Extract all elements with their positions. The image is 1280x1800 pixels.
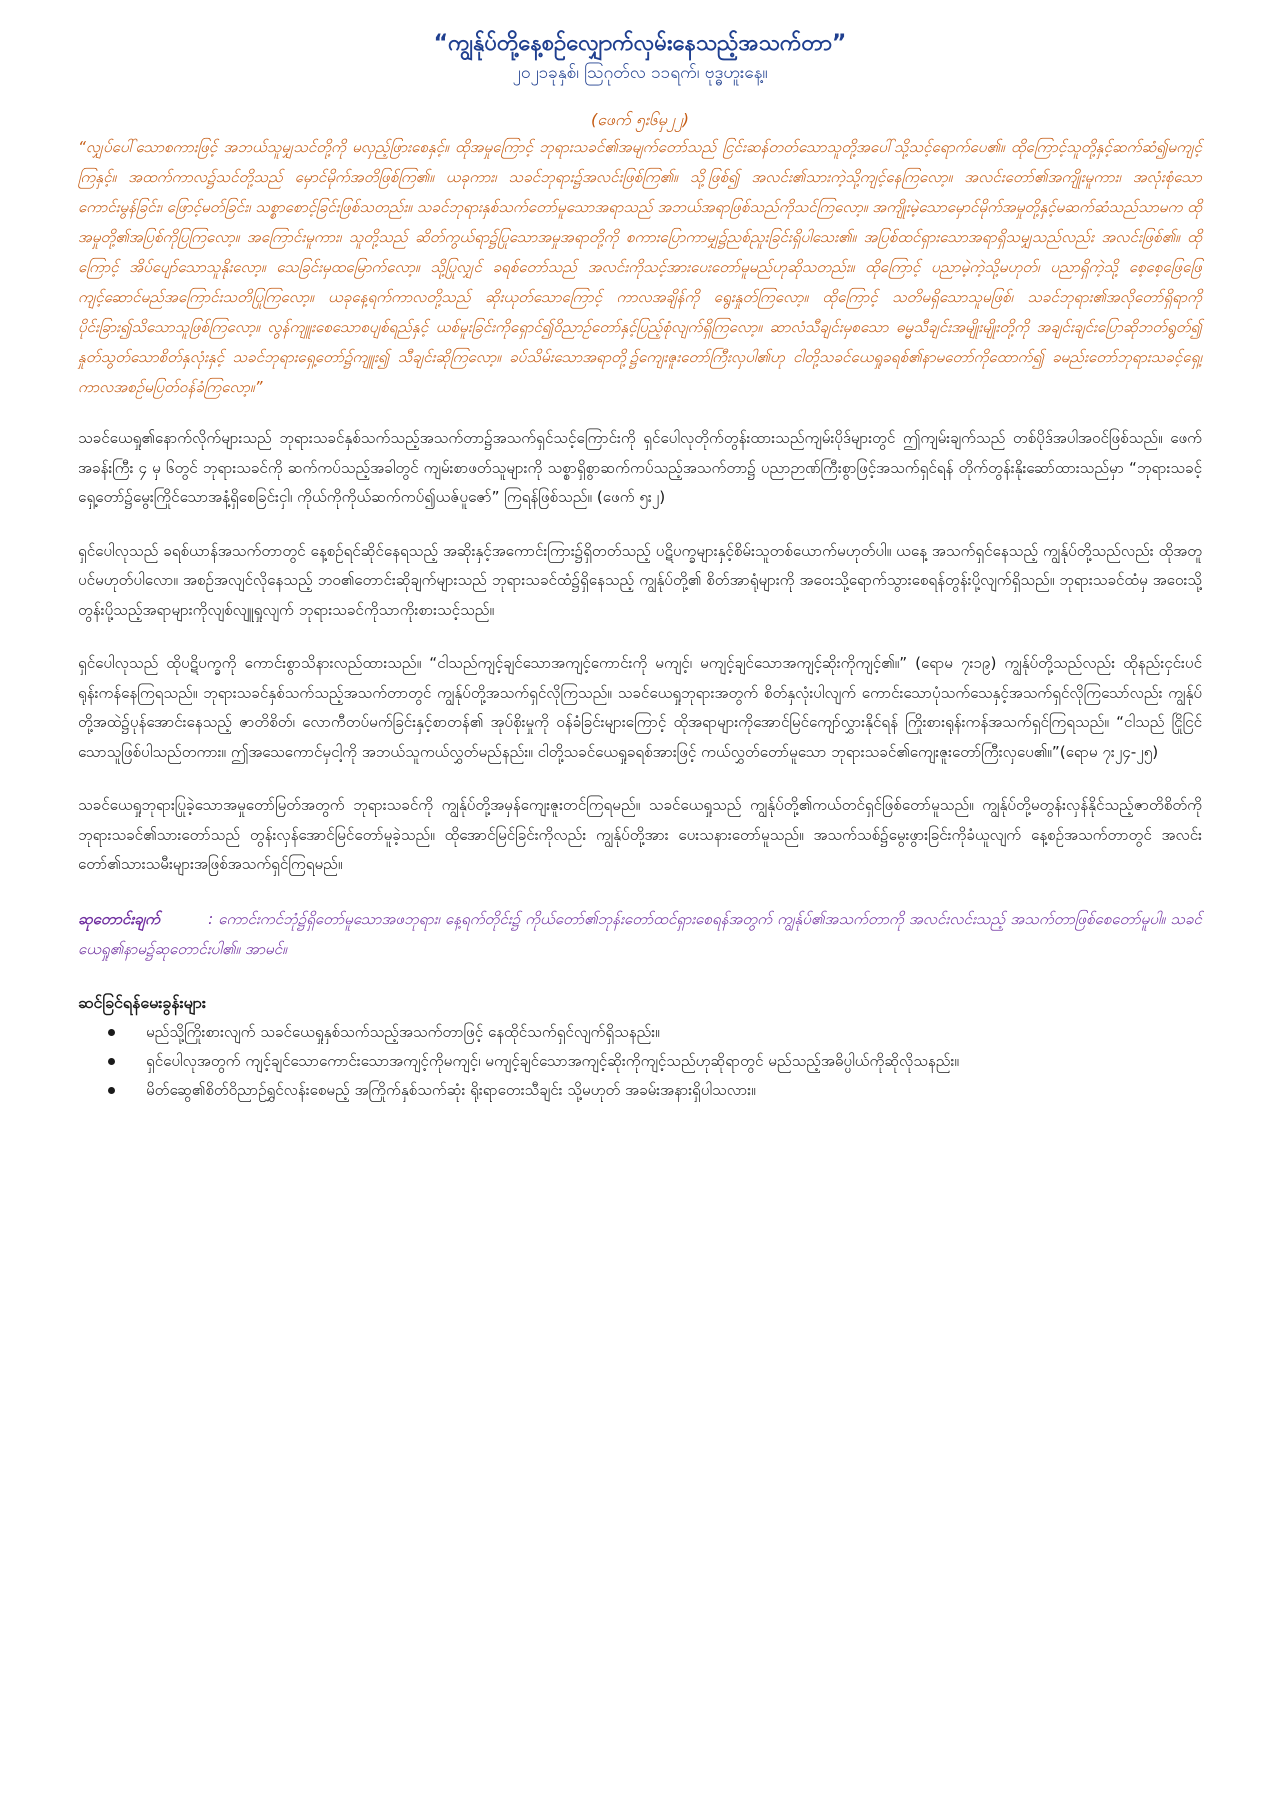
bullet-icon <box>108 1087 115 1094</box>
verse-reference: (ဖေက် ၅း၆မှ၂၂) <box>591 110 689 129</box>
list-item <box>108 1076 1202 1105</box>
prayer-label: ဆုတောင်းချက် <box>78 909 161 928</box>
question-text: မည်သို့ကြိုးစားလျက် သခင်ယေရှုနှစ်သက်သည့်အသက်တာဖြင့် နေထိုင်သက်ရှင်လျက်ရှိသနည်း။ <box>146 1022 660 1041</box>
bullet-icon <box>108 1058 115 1065</box>
question-text: မိတ်ဆွေ၏စိတ်ဝိညာဉ်ရွှင်လန်းစေမည့် အကြိုက်နှစ်သက်ဆုံး ရိုးရာတေးသီချင်း သို့မဟုတ် အခမ်းအနားရှိပါသလား။ <box>146 1080 756 1099</box>
question-text: ရှင်ပေါလုအတွက် ကျင့်ချင်သောကောင်းသောအကျင့်ကိုမကျင့်၊ မကျင့်ချင်သောအကျင့်ဆိုးကိုကျင့်သည်ဟုဆိုရာတွင် မည်သည့်အဓိပ္ပါယ်ကိုဆိုလိုသနည်း။ <box>146 1051 959 1070</box>
list-item <box>108 1047 1202 1076</box>
prayer-text: : ကောင်းကင်ဘုံ၌ရှိတော်မူသောအဖဘုရား၊ နေ့ရက်တိုင်း၌ ကိုယ်တော်၏ဘုန်းတော်ထင်ရှားစေရန်အတွက် ကျွန်ုပ်၏အသက်တာကို အလင်းလင်းသည့် အသက်တာဖြစ်စေတော်မူပါ။ သခင်ယေရှု၏နာမ၌ဆုတောင်းပါ၏။ အာမင်။ <box>78 909 1202 958</box>
questions-heading: ဆင်ခြင်ရန်မေးခွန်းများ <box>78 992 206 1012</box>
questions-list <box>78 1018 1202 1105</box>
body-paragraph-3: ရှင်ပေါလုသည် ထိုပဋိပက္ခကို ကောင်းစွာသိနားလည်ထားသည်။ “ငါသည်ကျင့်ချင်သောအကျင့်ကောင်းကို မကျင့်၊ မကျင့်ချင်သောအကျင့်ဆိုးကိုကျင့်၏။” (ရောမ ၇း၁၉) ကျွန်ုပ်တို့သည်လည်း ထိုနည်းငှင်းပင် ရုန်းကန်နေကြရသည်။ ဘုရားသခင်နှစ်သက်သည့်အသက်တာတွင် ကျွန်ုပ်တို့အသက်ရှင်လိုကြသည်။ သခင်ယေရှုဘုရားအတွက် စိတ်နှလုံးပါလျက် ကောင်းသောပုံသက်သေနှင့်အသက်ရှင်လိုကြသော်လည်း ကျွန်ုပ်တို့အထဲ၌ပုန်အောင်းနေသည့် ဇာတိစိတ်၊ လောကီတပ်မက်ခြင်းနှင့်စာတန်၏ အုပ်စိုးမှုကို ဝန်ခံခြင်းများကြောင့် ထိုအရာများကိုအောင်မြင်ကျော်လွှားနိုင်ရန် ကြိုးစားရုန်းကန်အသက်ရှင်ကြရသည်။ “ငါသည် ငြိုငြင်သောသူဖြစ်ပါသည်တကား။ ဤအသေကောင်မှငါ့ကို အဘယ်သူကယ်လွှတ်မည်နည်း။ ငါတို့သခင်ယေရှုခရစ်အားဖြင့် ကယ်လွှတ်တော်မူသော ဘုရားသခင်၏ကျေးဇူးတော်ကြီးလှပေ၏။”(ရောမ ၇း၂၄-၂၅) <box>78 654 1202 761</box>
prayer-block <box>78 904 1202 964</box>
bullet-icon <box>108 1029 115 1036</box>
list-item <box>108 1018 1202 1047</box>
page-date: ၂၀၂၁ခုနှစ်၊ ဩဂုတ်လ ၁၁ရက်၊ ဗုဒ္ဓဟူးနေ့။ <box>512 63 768 83</box>
body-paragraph-4: သခင်ယေရှုဘုရားပြုခဲ့သောအမှုတော်မြတ်အတွက် ဘုရားသခင်ကို ကျွန်ုပ်တို့အမှန်ကျေးဇူးတင်ကြရမည်။ သခင်ယေရှုသည် ကျွန်ုပ်တို့၏ကယ်တင်ရှင်ဖြစ်တော်မူသည်။ ကျွန်ုပ်တို့မတွန်းလှန်နိုင်သည့်ဇာတိစိတ်ကို ဘုရားသခင်၏သားတော်သည် တွန်းလှန်အောင်မြင်တော်မူခဲ့သည်။ ထိုအောင်မြင်ခြင်းကိုလည်း ကျွန်ုပ်တို့အား ပေးသနားတော်မူသည်။ အသက်သစ်၌မွေးဖွားခြင်းကိုခံယူလျက် နေ့စဉ်အသက်တာတွင် အလင်းတော်၏သားသမီးများအဖြစ်အသက်ရှင်ကြရမည်။ <box>78 796 1202 873</box>
page-title: “ကျွန်ုပ်တို့နေ့စဉ်လျှောက်လှမ်းနေသည့်အသက်တာ” <box>433 31 847 56</box>
scripture-passage: “လျှပ်ပေါ်သောစကားဖြင့် အဘယ်သူမျှသင်တို့ကို မလှည့်ဖြားစေနှင့်။ ထိုအမှုကြောင့် ဘုရားသခင်၏အမျက်တော်သည် ငြင်းဆန်တတ်သောသူတို့အပေါ်သို့သင့်ရောက်ပေ၏။ ထိုကြောင့်သူတို့နှင့်ဆက်ဆံ၍မကျင့်ကြနှင့်။ အထက်ကာလ၌သင်တို့သည် မှောင်မိုက်အတိဖြစ်ကြ၏။ ယခုကား၊ သခင်ဘုရား၌အလင်းဖြစ်ကြ၏။ သို့ဖြစ်၍ အလင်း၏သားကဲ့သို့ကျင့်နေကြလော့။ အလင်းတော်၏အကျိုးမူကား၊ အလုံးစုံသောကောင်းမွန်ခြင်း၊ ဖြောင့်မတ်ခြင်း၊ သစ္စာစောင့်ခြင်းဖြစ်သတည်း။ သခင်ဘုရားနှစ်သက်တော်မူသောအရာသည် အဘယ်အရာဖြစ်သည်ကိုသင်ကြလော့။ အကျိုးမဲ့သောမှောင်မိုက်အမှုတို့နှင့်မဆက်ဆံသည်သာမက ထိုအမှုတို့၏အပြစ်ကိုပြကြလော့။ အကြောင်းမူကား၊ သူတို့သည် ဆိတ်ကွယ်ရာ၌ပြုသောအမှုအရာတို့ကို စကားပြောကာမျှ၌ညစ်ညူးခြင်းရှိပါသေး၏။ အပြစ်ထင်ရှားသောအရာရှိသမျှသည်လည်း အလင်းဖြစ်၏။ ထိုကြောင့် အိပ်ပျော်သောသူနိုးလော့။ သေခြင်းမှထမြောက်လော့။ သို့ပြုလျှင် ခရစ်တော်သည် အလင်းကိုသင့်အားပေးတော်မူမည်ဟုဆိုသတည်း။ ထိုကြောင့် ပညာမဲ့ကဲ့သို့မဟုတ်၊ ပညာရှိကဲ့သို့ စေ့စေ့ဖြေဖြေကျင့်ဆောင်မည်အကြောင်းသတိပြုကြလော့။ ယခုနေ့ရက်ကာလတို့သည် ဆိုးယုတ်သောကြောင့် ကာလအချိန်ကို ရွေးနှုတ်ကြလော့။ ထိုကြောင့် သတိမရှိသောသူမဖြစ်၊ သခင်ဘုရား၏အလိုတော်ရှိရာကို ပိုင်းခြား၍သိသောသူဖြစ်ကြလော့။ လွန်ကျူးစေသောစပျစ်ရည်နှင့် ယစ်မူးခြင်းကိုရှောင်၍ဝိညာဉ်တော်နှင့်ပြည့်စုံလျက်ရှိကြလော့။ ဆာလံသီချင်းမှစသော ဓမ္မသီချင်းအမျိုးမျိုးတို့ကို အချင်းချင်းပြောဆိုဘတ်ရွတ်၍ နှုတ်သွတ်သောစိတ်နှလုံးနှင့် သခင်ဘုရားရှေ့တော်၌ကျူး၍ သီချင်းဆိုကြလော့။ ခပ်သိမ်းသောအရာတို့၌ကျေးဇူးတော်ကြီးလှပါ၏ဟု ငါတို့သခင်ယေရှုခရစ်၏နာမတော်ကိုထောက်၍ ခမည်းတော်ဘုရားသခင့်ရှေ့၊ ကာလအစဉ်မပြတ်ဝန်ခံကြလော့။” <box>78 138 1202 396</box>
body-paragraph-2: ရှင်ပေါလုသည် ခရစ်ယာန်အသက်တာတွင် နေ့စဉ်ရင်ဆိုင်နေရသည့် အဆိုးနှင့်အကောင်းကြား၌ရှိတတ်သည့် ပဋိပက္ခများနှင့်စိမ်းသူတစ်ယောက်မဟုတ်ပါ။ ယနေ့ အသက်ရှင်နေသည့် ကျွန်ုပ်တို့သည်လည်း ထိုအတူပင်မဟုတ်ပါလော။ အစဉ်အလျင်လိုနေသည့် ဘဝ၏တောင်းဆိုချက်များသည် ဘုရားသခင်ထံ၌ရှိနေသည့် ကျွန်ုပ်တို့၏ စိတ်အာရုံများကို အဝေးသို့ရောက်သွားစေရန်တွန်းပို့လျက်ရှိသည်။ ဘုရားသခင်ထံမှ အဝေးသို့တွန်းပို့သည့်အရာများကိုလျစ်လျူရှုလျက် ဘုရားသခင်ကိုသာကိုးစားသင့်သည်။ <box>78 541 1202 619</box>
body-paragraph-1: သခင်ယေရှု၏နောက်လိုက်များသည် ဘုရားသခင်နှစ်သက်သည့်အသက်တာ၌အသက်ရှင်သင့်ကြောင်းကို ရှင်ပေါလုတိုက်တွန်းထားသည်ကျမ်းပိုဒ်များတွင် ဤကျမ်းချက်သည် တစ်ပိုဒ်အပါအဝင်ဖြစ်သည်။ ဖေက်အခန်းကြီး ၄ မှ ၆တွင် ဘုရားသခင်ကို ဆက်ကပ်သည့်အခါတွင် ကျမ်းစာဖတ်သူများကို သစ္စာရှိစွာဆက်ကပ်သည့်အသက်တာ၌ ပညာဉာဏ်ကြီးစွာဖြင့်အသက်ရှင်ရန် တိုက်တွန်းနိုးဆော်ထားသည်မှာ “ဘုရားသခင့်ရှေ့တော်၌မွေးကြိုင်သောအနံ့ရှိစေခြင်းငှါ၊ ကိုယ်ကိုကိုယ်ဆက်ကပ်၍ယဇ်ပူဇော်” ကြရန်ဖြစ်သည်။ (ဖေက် ၅း၂) <box>78 429 1202 506</box>
